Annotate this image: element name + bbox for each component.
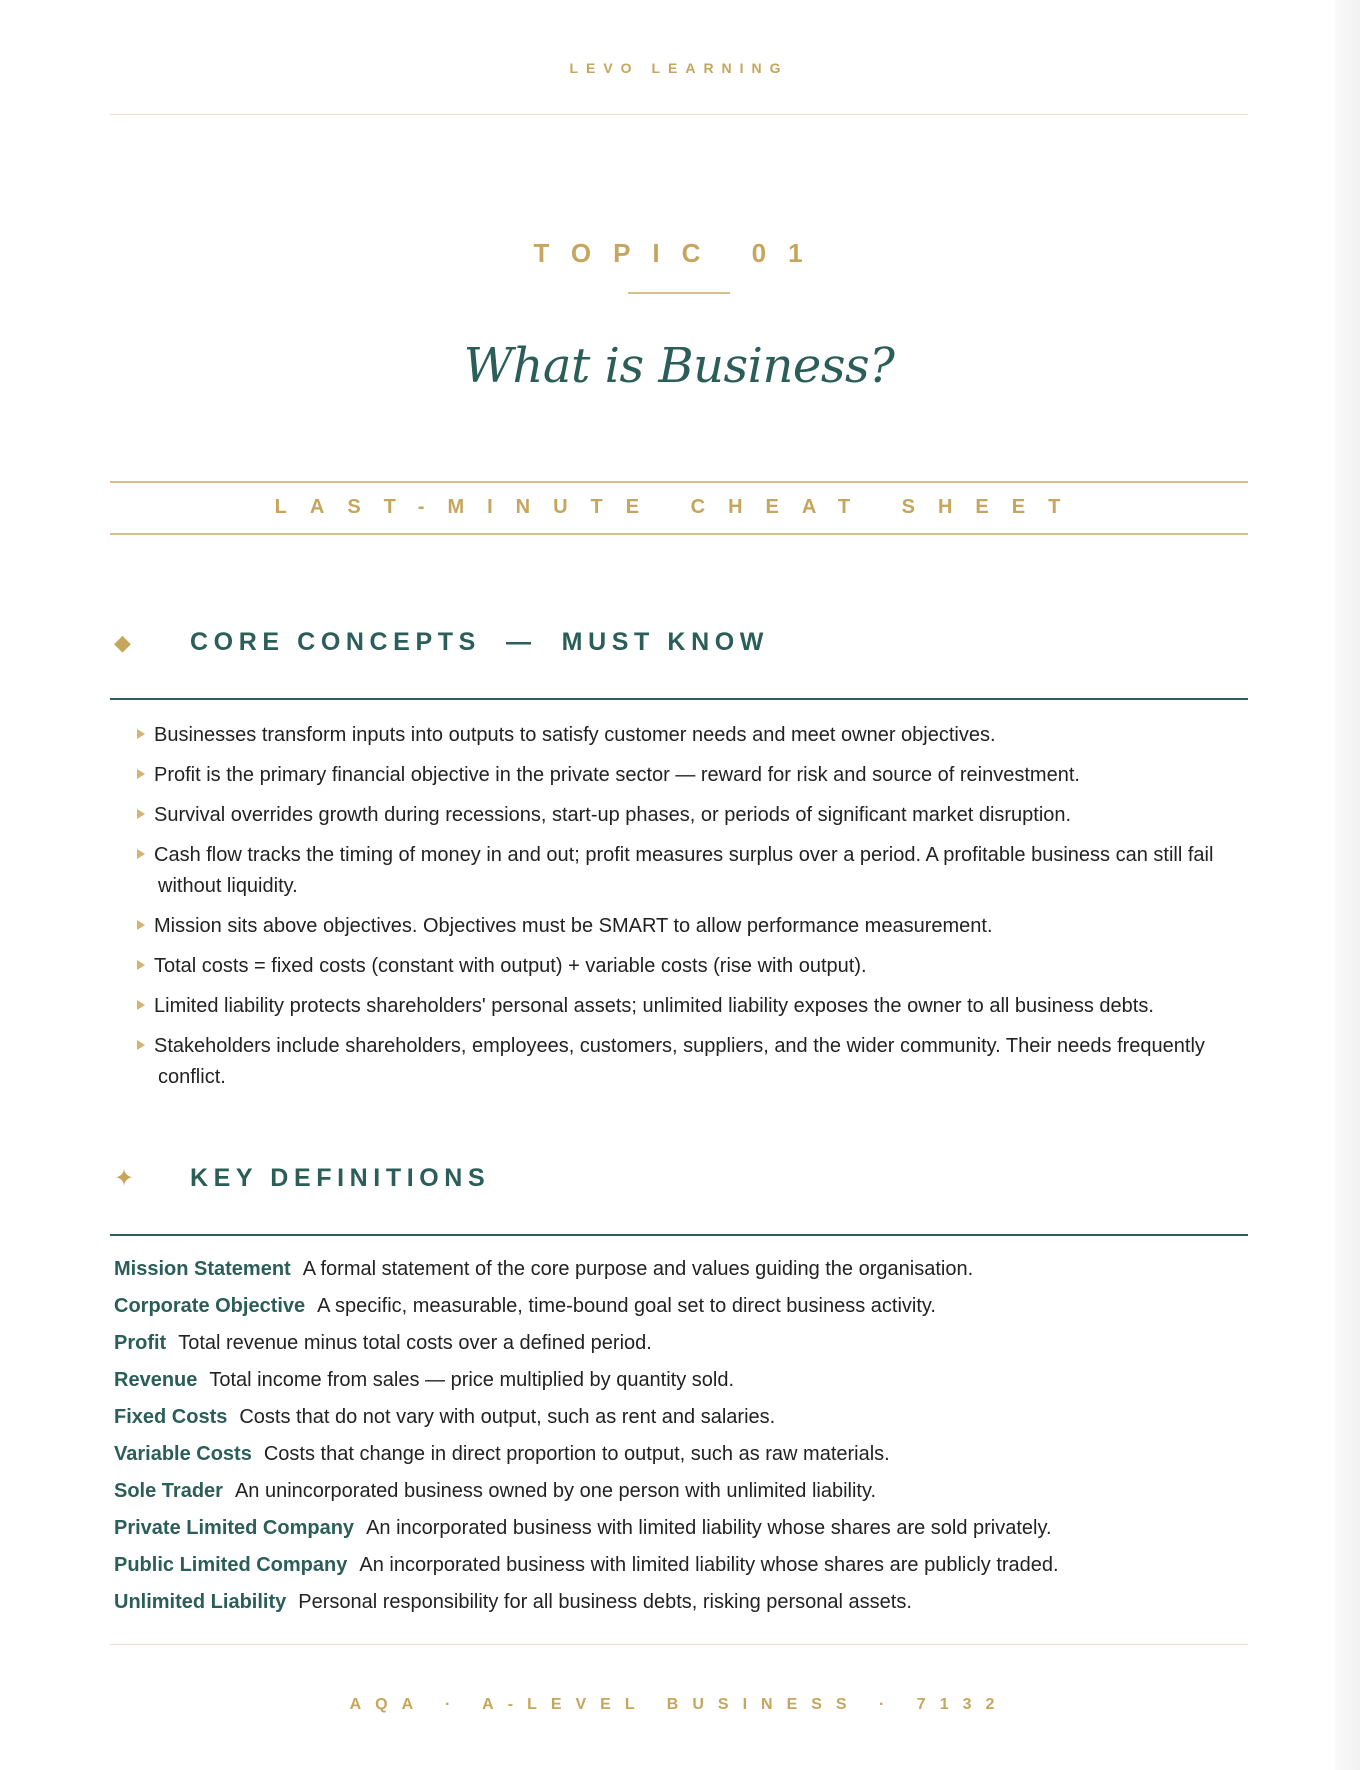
definition-item [114, 1547, 1244, 1584]
header-divider [110, 114, 1248, 115]
key-definitions-heading [110, 1162, 1248, 1202]
bullet-arrow-icon [137, 920, 145, 930]
footer-course-label: AQA · A-LEVEL BUSINESS · 7132 [349, 1696, 1009, 1713]
definition-term: Variable Costs [114, 1443, 252, 1465]
definition-term: Mission Statement [114, 1258, 291, 1280]
sparkle-icon: ✦ [114, 1165, 135, 1192]
core-concepts-divider [110, 698, 1248, 700]
key-definitions-title: KEY DEFINITIONS [190, 1164, 491, 1192]
bullet-arrow-icon [137, 849, 145, 859]
list-item: Mission sits above objectives. Objectives must be SMART to allow performance measurement. [137, 911, 1247, 942]
list-item: Cash flow tracks the timing of money in and out; profit measures surplus over a period. A profitable business can still fail without liquidity. [137, 840, 1247, 902]
bullet-arrow-icon [137, 960, 145, 970]
definition-text: Costs that change in direct proportion to output, such as raw materials. [263, 1443, 890, 1465]
definition-item [114, 1510, 1244, 1547]
definition-item [114, 1251, 1244, 1288]
topic-label: TOPIC 01 [533, 238, 825, 268]
bullet-arrow-icon [137, 729, 145, 739]
definition-text: Total income from sales — price multiplied by quantity sold. [209, 1369, 735, 1391]
list-item: Profit is the primary financial objective in the private sector — reward for risk and source of reinvestment. [137, 760, 1247, 791]
definition-text: An unincorporated business owned by one person with unlimited liability. [234, 1480, 877, 1502]
band-bottom-rule [110, 533, 1248, 535]
definition-item [114, 1288, 1244, 1325]
definition-term: Private Limited Company [114, 1517, 355, 1539]
key-definitions-divider [110, 1234, 1248, 1236]
bullet-arrow-icon [137, 1000, 145, 1010]
definition-text: Total revenue minus total costs over a defined period. [178, 1332, 652, 1354]
definition-term: Corporate Objective [114, 1295, 306, 1317]
definition-text: Personal responsibility for all business debts, risking personal assets. [298, 1591, 912, 1613]
brand-name: LEVO LEARNING [569, 60, 789, 76]
definition-text: An incorporated business with limited liability whose shares are publicly traded. [359, 1554, 1059, 1576]
list-item: Total costs = fixed costs (constant with output) + variable costs (rise with output). [137, 951, 1247, 982]
list-item: Stakeholders include shareholders, employees, customers, suppliers, and the wider community. Their needs frequently conflict. [137, 1031, 1247, 1093]
definitions-list [114, 1251, 1244, 1621]
cheat-sheet-label: LAST-MINUTE CHEAT SHEET [274, 496, 1084, 518]
bullet-arrow-icon [137, 769, 145, 779]
definition-term: Fixed Costs [114, 1406, 228, 1428]
list-item: Survival overrides growth during recessions, start-up phases, or periods of significant market disruption. [137, 800, 1247, 831]
bullet-arrow-icon [137, 1040, 145, 1050]
definition-term: Public Limited Company [114, 1554, 348, 1576]
definition-item [114, 1362, 1244, 1399]
list-item: Limited liability protects shareholders' personal assets; unlimited liability exposes the owner to all business debts. [137, 991, 1247, 1022]
definition-term: Revenue [114, 1369, 198, 1391]
bullet-arrow-icon [137, 809, 145, 819]
list-item: Businesses transform inputs into outputs to satisfy customer needs and meet owner objectives. [137, 720, 1247, 751]
definition-text: An incorporated business with limited liability whose shares are sold privately. [366, 1517, 1052, 1539]
definition-item [114, 1473, 1244, 1510]
core-concepts-heading [110, 626, 1248, 666]
page-title: What is Business? [463, 338, 895, 394]
definition-term: Profit [114, 1332, 167, 1354]
definition-term: Sole Trader [114, 1480, 223, 1502]
definition-text: A formal statement of the core purpose and values guiding the organisation. [302, 1258, 974, 1280]
definition-item [114, 1399, 1244, 1436]
definition-text: A specific, measurable, time-bound goal set to direct business activity. [317, 1295, 936, 1317]
band-top-rule [110, 481, 1248, 483]
core-concepts-list [137, 720, 1247, 1102]
topic-underline [628, 292, 730, 294]
core-concepts-title: CORE CONCEPTS — MUST KNOW [190, 628, 769, 656]
definition-item [114, 1584, 1244, 1621]
definition-item [114, 1325, 1244, 1362]
definition-item [114, 1436, 1244, 1473]
diamond-icon: ◆ [114, 630, 131, 655]
definition-text: Costs that do not vary with output, such as rent and salaries. [239, 1406, 776, 1428]
footer-divider [110, 1644, 1248, 1645]
definition-term: Unlimited Liability [114, 1591, 287, 1613]
